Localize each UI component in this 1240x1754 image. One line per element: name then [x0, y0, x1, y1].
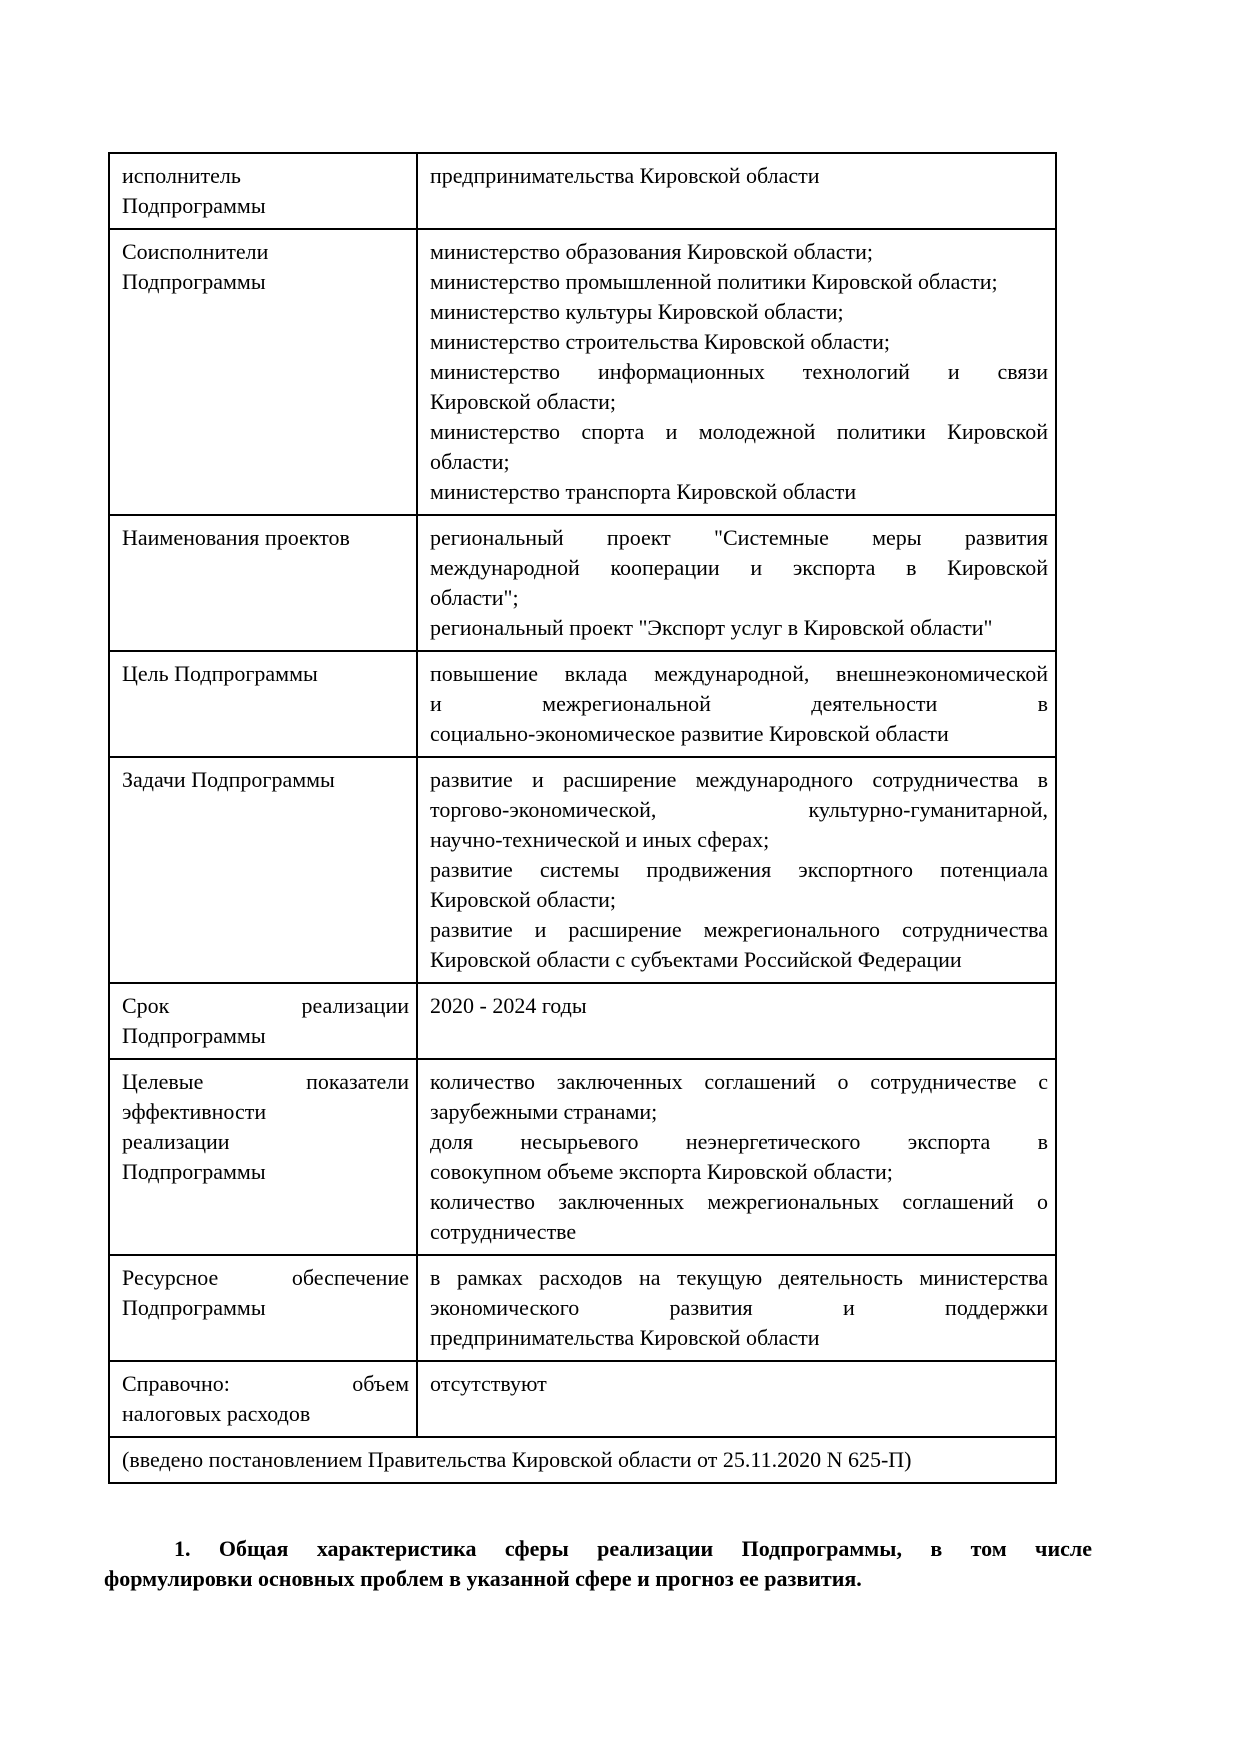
value-line: повышение вклада международной, внешнеэкономической	[430, 661, 1048, 686]
value-item	[430, 1263, 1048, 1353]
value-line: развитие системы продвижения экспортного потенциала	[430, 857, 1048, 882]
row-label-cell	[109, 229, 417, 515]
value-line: предпринимательства Кировской области	[430, 1325, 820, 1350]
value-line: региональный проект "Экспорт услуг в Кировской области"	[430, 615, 993, 640]
value-item	[430, 523, 1048, 613]
value-item	[430, 477, 1048, 507]
label-line: Целевые показатели	[122, 1069, 409, 1094]
value-line: торгово-экономической, культурно-гуманитарной,	[430, 797, 1048, 822]
table-row	[109, 1059, 1056, 1255]
value-line: министерство образования Кировской области;	[430, 239, 874, 264]
value-line: министерство спорта и молодежной политики Кировской	[430, 419, 1048, 444]
value-line: области";	[430, 585, 519, 610]
value-item	[430, 417, 1048, 477]
label-line: Подпрограммы	[122, 193, 266, 218]
value-item	[430, 237, 1048, 267]
row-label-cell	[109, 153, 417, 229]
value-item	[430, 1067, 1048, 1127]
label-line: Ресурсное обеспечение	[122, 1265, 409, 1290]
row-value-cell	[417, 757, 1056, 983]
value-line: региональный проект "Системные меры развития	[430, 525, 1048, 550]
value-item	[430, 161, 1048, 191]
row-label-cell	[109, 983, 417, 1059]
table-row	[109, 1437, 1056, 1483]
value-line: министерство строительства Кировской области;	[430, 329, 891, 354]
value-item	[430, 267, 1048, 297]
row-value-cell	[417, 1059, 1056, 1255]
row-value-cell	[417, 1361, 1056, 1437]
value-line: предпринимательства Кировской области	[430, 163, 820, 188]
value-item	[430, 1187, 1048, 1247]
value-item	[430, 357, 1048, 417]
section-heading-line: 1. Общая характеристика сферы реализации Подпрограммы, в том числе	[174, 1536, 1092, 1561]
row-value-cell	[417, 515, 1056, 651]
row-value-cell	[417, 229, 1056, 515]
value-item	[430, 1127, 1048, 1187]
value-line: министерство культуры Кировской области;	[430, 299, 844, 324]
value-item	[430, 765, 1048, 855]
value-line: в рамках расходов на текущую деятельность министерства	[430, 1265, 1048, 1290]
table-row	[109, 229, 1056, 515]
value-line: Кировской области;	[430, 887, 616, 912]
value-item	[430, 613, 1048, 643]
value-item	[430, 659, 1048, 749]
row-value-cell	[417, 1255, 1056, 1361]
value-line: 2020 - 2024 годы	[430, 993, 587, 1018]
row-value-cell	[417, 983, 1056, 1059]
value-line: отсутствуют	[430, 1371, 547, 1396]
value-line: Кировской области;	[430, 389, 616, 414]
row-value-cell	[417, 153, 1056, 229]
label-line: налоговых расходов	[122, 1401, 311, 1426]
value-line: социально-экономическое развитие Кировской области	[430, 721, 949, 746]
table-row	[109, 983, 1056, 1059]
value-line: министерство транспорта Кировской области	[430, 479, 857, 504]
label-line: Соисполнители	[122, 239, 269, 264]
row-label-cell	[109, 1059, 417, 1255]
value-line: развитие и расширение международного сотрудничества в	[430, 767, 1048, 792]
table-row	[109, 757, 1056, 983]
value-line: совокупном объеме экспорта Кировской области;	[430, 1159, 893, 1184]
label-line: Наименования проектов	[122, 525, 350, 550]
value-line: международной кооперации и экспорта в Кировской	[430, 555, 1048, 580]
row-value-cell	[417, 651, 1056, 757]
label-line: Подпрограммы	[122, 269, 266, 294]
label-line: Справочно: объем	[122, 1371, 409, 1396]
label-line: Срок реализации	[122, 993, 409, 1018]
row-label-cell	[109, 757, 417, 983]
table-row	[109, 651, 1056, 757]
subprogram-passport-table	[108, 152, 1057, 1484]
value-item	[430, 991, 1048, 1021]
value-line: экономического развития и поддержки	[430, 1295, 1048, 1320]
value-line: зарубежными странами;	[430, 1099, 658, 1124]
table-row	[109, 1255, 1056, 1361]
row-label-cell	[109, 515, 417, 651]
value-line: количество заключенных соглашений о сотрудничестве с	[430, 1069, 1048, 1094]
value-item	[430, 915, 1048, 975]
value-item	[430, 297, 1048, 327]
value-line: министерство информационных технологий и связи	[430, 359, 1048, 384]
value-item	[430, 327, 1048, 357]
value-line: развитие и расширение межрегионального сотрудничества	[430, 917, 1048, 942]
value-line: научно-технической и иных сферах;	[430, 827, 770, 852]
value-line: количество заключенных межрегиональных соглашений о	[430, 1189, 1048, 1214]
value-line: Кировской области с субъектами Российской Федерации	[430, 947, 962, 972]
label-line: исполнитель	[122, 163, 241, 188]
section-heading	[104, 1534, 1092, 1594]
label-line: Задачи Подпрограммы	[122, 767, 335, 792]
label-line: Подпрограммы	[122, 1159, 266, 1184]
table-row	[109, 153, 1056, 229]
amendment-note: (введено постановлением Правительства Кировской области от 25.11.2020 N 625-П)	[109, 1437, 1056, 1483]
table-row	[109, 515, 1056, 651]
row-label-cell	[109, 1255, 417, 1361]
value-item	[430, 1369, 1048, 1399]
section-heading-line: формулировки основных проблем в указанной сфере и прогноз ее развития.	[104, 1566, 862, 1591]
label-line: реализации	[122, 1129, 230, 1154]
label-line: эффективности	[122, 1099, 267, 1124]
value-line: области;	[430, 449, 510, 474]
value-line: и межрегиональной деятельности в	[430, 691, 1048, 716]
value-item	[430, 855, 1048, 915]
value-line: сотрудничестве	[430, 1219, 577, 1244]
label-line: Подпрограммы	[122, 1023, 266, 1048]
row-label-cell	[109, 1361, 417, 1437]
label-line: Цель Подпрограммы	[122, 661, 318, 686]
value-line: министерство промышленной политики Кировской области;	[430, 269, 998, 294]
table-row	[109, 1361, 1056, 1437]
value-line: доля несырьевого неэнергетического экспорта в	[430, 1129, 1048, 1154]
label-line: Подпрограммы	[122, 1295, 266, 1320]
passport-table-body	[109, 153, 1056, 1437]
row-label-cell	[109, 651, 417, 757]
